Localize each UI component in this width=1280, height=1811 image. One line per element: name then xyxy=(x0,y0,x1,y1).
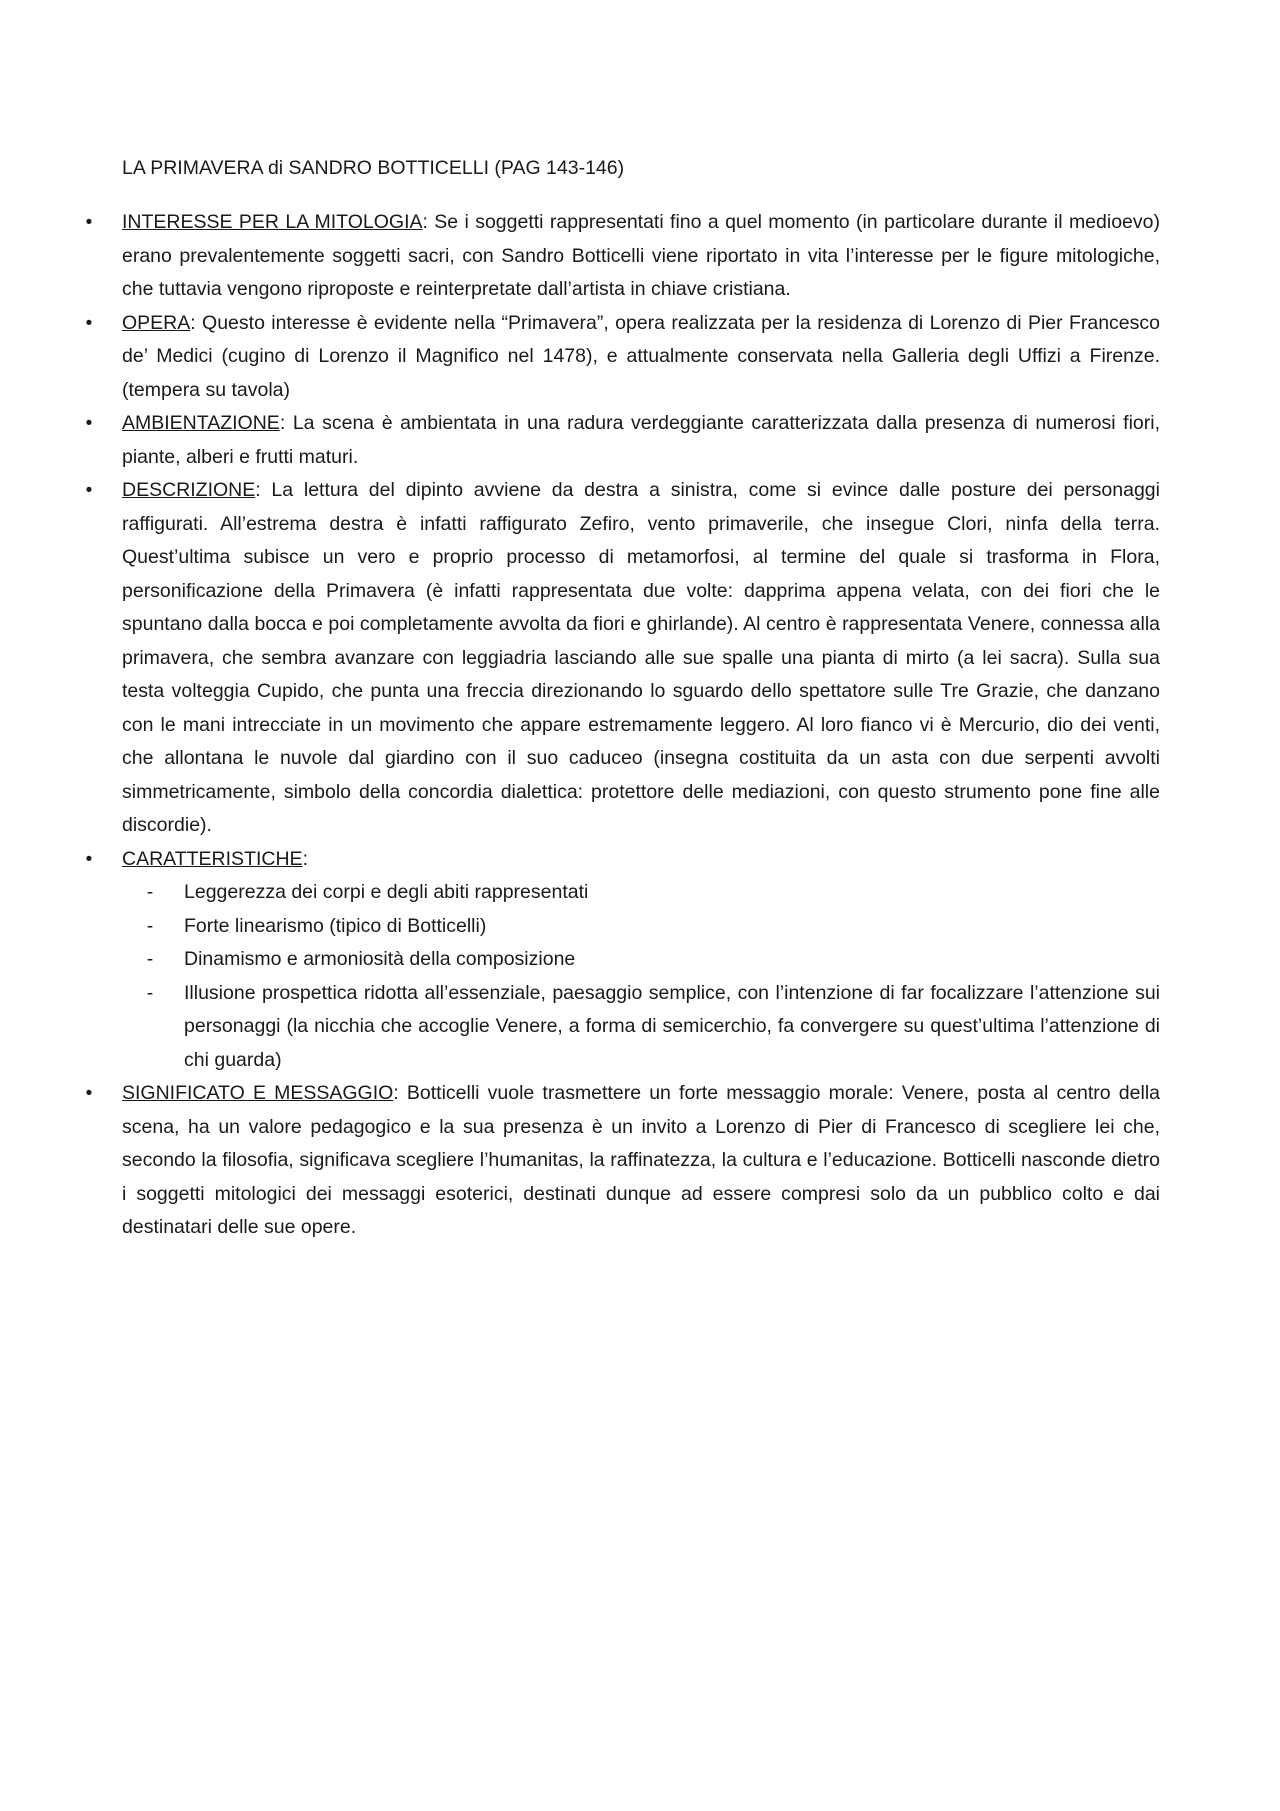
bullet-icon: • xyxy=(85,413,93,434)
sublist-item xyxy=(0,910,1160,944)
section-text: : La scena è ambientata in una radura verdeggiante caratterizzata dalla presenza di numerosi fiori, piante, alberi e frutti maturi. xyxy=(122,412,1160,468)
dash-icon: - xyxy=(146,881,154,903)
section-heading: DESCRIZIONE xyxy=(122,479,256,501)
sublist-item xyxy=(0,977,1160,1078)
sublist-item-text: Dinamismo e armoniosità della composizione xyxy=(184,948,576,970)
bullet-icon: • xyxy=(85,1083,93,1104)
document-title: LA PRIMAVERA di SANDRO BOTTICELLI (PAG 143-146) xyxy=(122,157,625,179)
bullet-icon: • xyxy=(85,312,93,334)
section-text: : Botticelli vuole trasmettere un forte messaggio morale: Venere, posta al centro della scena, ha un valore pedagogico e la sua presenza è un invito a Lorenzo di Pier di Francesco di scegliere lei che, secondo la filosofia, significava scegliere l’humanitas, la raffinatezza, la cultura e l’educazione. Botticelli nasconde dietro i soggetti mitologici dei messaggi esoterici, destinati dunque ad essere compresi solo da un pubblico colto e dai destinatari delle sue opere. xyxy=(122,1082,1160,1238)
bullet-icon: • xyxy=(85,212,93,233)
dash-icon: - xyxy=(146,914,154,937)
sublist-item-text: Forte linearismo (tipico di Botticelli) xyxy=(184,914,487,937)
sublist-item-text: Leggerezza dei corpi e degli abiti rappresentati xyxy=(184,881,589,903)
caratteristiche-sublist xyxy=(0,876,1280,1077)
bullet-item-caratteristiche xyxy=(0,843,1160,877)
dash-icon: - xyxy=(146,981,154,1004)
dash-icon: - xyxy=(146,948,154,970)
section-heading: INTERESSE PER LA MITOLOGIA xyxy=(122,211,423,233)
bullet-item-descrizione xyxy=(0,474,1160,843)
section-text: : xyxy=(302,847,308,870)
bullet-list xyxy=(0,206,1280,1245)
bullet-item-opera xyxy=(0,307,1160,408)
section-text: : Questo interesse è evidente nella “Primavera”, opera realizzata per la residenza di Lorenzo di Pier Francesco de’ Medici (cugino di Lorenzo il Magnifico nel 1478), e attualmente conservata nella Galleria degli Uffizi a Firenze. (tempera su tavola) xyxy=(122,311,1160,401)
sublist-item xyxy=(0,943,1160,977)
sublist-item xyxy=(0,876,1160,910)
section-heading: OPERA xyxy=(122,311,191,334)
section-heading: AMBIENTAZIONE xyxy=(122,412,280,434)
section-text: : Se i soggetti rappresentati fino a quel momento (in particolare durante il medioevo) erano prevalentemente soggetti sacri, con Sandro Botticelli viene riportato in vita l’interesse per le figure mitologiche, che tuttavia vengono riproposte e reinterpretate dall’artista in chiave cristiana. xyxy=(122,211,1160,300)
section-heading: CARATTERISTICHE xyxy=(122,847,303,870)
section-text: : La lettura del dipinto avviene da destra a sinistra, come si evince dalle posture dei personaggi raffigurati. All’estrema destra è infatti raffigurato Zefiro, vento primaverile, che insegue Clori, ninfa della terra. Quest’ultima subisce un vero e proprio processo di metamorfosi, al termine del quale si trasforma in Flora, personificazione della Primavera (è infatti rappresentata due volte: dapprima appena velata, con dei fiori che le spuntano dalla bocca e poi completamente avvolta da fiori e ghirlande). Al centro è rappresentata Venere, connessa alla primavera, che sembra avanzare con leggiadria lasciando alle sue spalle una pianta di mirto (a lei sacra). Sulla sua testa volteggia Cupido, che punta una freccia direzionando lo sguardo dello spettatore sulle Tre Grazie, che danzano con le mani intrecciate in un movimento che appare estremamente leggero. Al loro fianco vi è Mercurio, dio dei venti, che allontana le nuvole dal giardino con il suo caduceo (insegna costituita da un asta con due serpenti avvolti simmetricamente, simbolo della concordia dialettica: protettore delle mediazioni, con questo strumento pone fine alle discordie). xyxy=(122,479,1160,836)
sublist-item-text: Illusione prospettica ridotta all’essenziale, paesaggio semplice, con l’intenzione di far focalizzare l’attenzione sui personaggi (la nicchia che accoglie Venere, a forma di semicerchio, fa convergere su quest’ultima l’attenzione di chi guarda) xyxy=(184,981,1160,1071)
bullet-item-interesse xyxy=(0,206,1160,307)
bullet-icon: • xyxy=(85,848,93,870)
section-heading: SIGNIFICATO E MESSAGGIO xyxy=(122,1082,394,1104)
bullet-item-ambientazione xyxy=(0,407,1160,474)
bullet-item-significato xyxy=(0,1077,1160,1245)
bullet-icon: • xyxy=(85,480,93,501)
